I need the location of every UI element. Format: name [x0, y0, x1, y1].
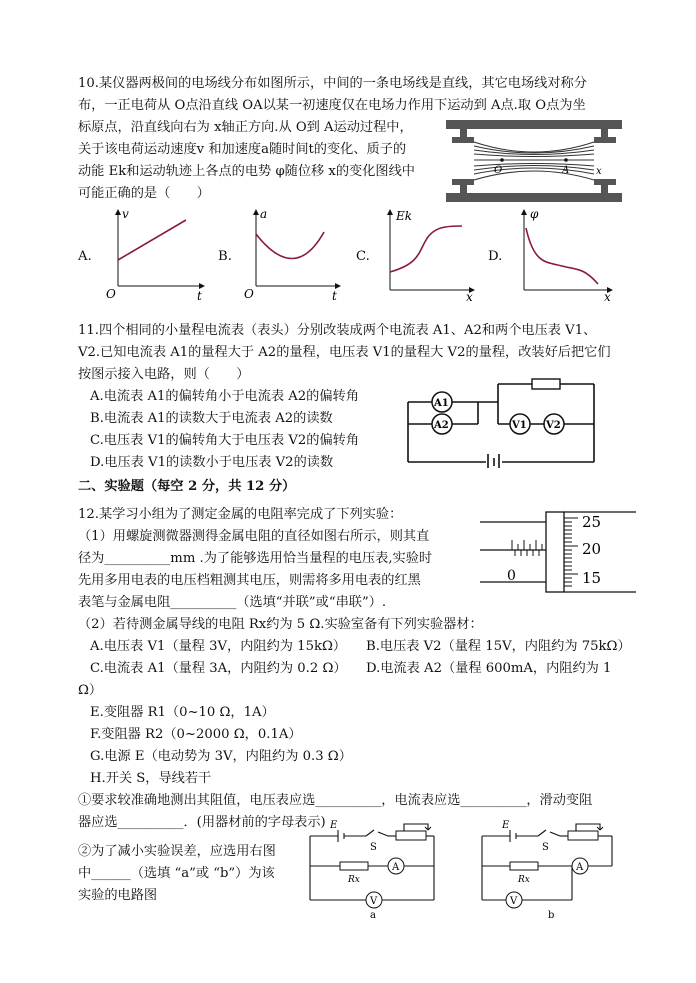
graph-option-b [240, 204, 346, 302]
label-x: x [596, 166, 602, 177]
circuit-a-S: S [370, 842, 377, 853]
q11-line-1: 11.四个相同的小量程电流表（表头）分别改装成两个电流表 A1、A2和两个电压表 V1、 [78, 323, 597, 338]
circuit-b-voltmeter: V [510, 896, 518, 907]
graph-d-ylabel: φ [530, 207, 539, 221]
q10-line-6: 可能正确的是（ ） [78, 186, 210, 201]
q12-q1-line-1: ①要求较准确地测出其阻值，电压表应选__________，电流表应选__________，滑动变阻 [78, 793, 593, 808]
q10-option-c-letter: C. [356, 249, 370, 264]
circuit-b-S: S [542, 842, 549, 853]
meter-circuit-diagram [402, 374, 600, 468]
circuit-a-E: E [330, 820, 338, 831]
circuit-a-ammeter: A [392, 862, 400, 873]
equip-d: D.电流表 A2（量程 600mA，内阻约为 1 [366, 661, 612, 676]
label-O: O [494, 165, 503, 176]
meter-v2: V2 [546, 420, 561, 431]
q10-line-2: 布，一正电荷从 O点沿直线 OA以某一初速度仅在电场力作用下运动到 A点.取 O点为坐 [78, 98, 586, 113]
q10-line-1: 10.某仪器两极间的电场线分布如图所示，中间的一条电场线是直线，其它电场线对称分 [78, 76, 587, 91]
graph-b-xlabel: t [332, 289, 337, 302]
meter-a1: A1 [434, 398, 449, 409]
graph-b-origin: O [244, 287, 254, 301]
q12-p1-line-4: 表笔与金属电阻__________（选填“并联”或“串联”）. [78, 595, 387, 610]
q11-line-3: 按图示接入电路，则（ ） [78, 367, 250, 382]
equip-f: F.变阻器 R2（0~2000 Ω，0.1A） [90, 727, 302, 742]
label-A: A [562, 165, 570, 176]
circuit-a-voltmeter: V [370, 896, 378, 907]
q10-option-b-letter: B. [218, 249, 232, 264]
circuit-diagram-a [304, 816, 454, 920]
field-line-figure [444, 118, 624, 204]
micrometer-figure [478, 508, 638, 594]
q10-line-3: 标原点，沿直线向右为 x轴正方向.从 O到 A运动过程中， [78, 120, 413, 135]
q11-option-d: D.电压表 V1的读数小于电压表 V2的读数 [90, 455, 334, 470]
meter-a2: A2 [434, 420, 449, 431]
q12-q2-line-2: 中______（选填 “a”或 “b”）为该 [78, 866, 275, 881]
micrometer-tick-15: 15 [582, 569, 602, 587]
equip-c: C.电流表 A1（量程 3A，内阻约为 0.2 Ω） [90, 661, 347, 676]
q10-line-5: 动能 Ek和运动轨迹上各点的电势 φ随位移 x的变化图线中 [78, 164, 415, 179]
micrometer-zero: 0 [507, 568, 516, 584]
equip-d-cont: Ω） [78, 683, 103, 698]
graph-c-ylabel: Ek [396, 209, 413, 223]
circuit-b-Rx: Rx [518, 875, 530, 885]
circuit-b-caption: b [548, 910, 555, 920]
graph-a-ylabel: v [122, 207, 129, 221]
graph-b-ylabel: a [260, 207, 268, 221]
micrometer-tick-25: 25 [582, 513, 602, 531]
q10-option-a-letter: A. [78, 249, 92, 264]
graph-option-c [378, 204, 478, 302]
equip-b: B.电压表 V2（量程 15V，内阻约为 75kΩ） [366, 639, 631, 654]
section-heading: 二、实验题（每空 2 分，共 12 分） [78, 479, 296, 494]
graph-option-a [100, 204, 210, 302]
q11-option-a: A.电流表 A1的偏转角小于电流表 A2的偏转角 [90, 389, 359, 404]
graph-option-d [512, 204, 616, 302]
graph-c-xlabel: x [466, 290, 473, 302]
q12-q2-line-3: 实验的电路图 [78, 888, 158, 903]
q11-option-b: B.电流表 A1的读数大于电流表 A2的读数 [90, 411, 333, 426]
q12-p1-line-3: 先用多用电表的电压档粗测其电压，则需将多用电表的红黑 [78, 573, 421, 588]
equip-e: E.变阻器 R1（0~10 Ω，1A） [90, 705, 275, 720]
q11-line-2: V2.已知电流表 A1的量程大于 A2的量程，电压表 V1的量程大 V2的量程，改装好后把它们 [78, 345, 611, 360]
q12-p2-line-1: （2）若待测金属导线的电阻 Rx约为 5 Ω.实验室备有下列实验器材： [78, 617, 483, 632]
graph-d-xlabel: x [604, 290, 611, 302]
circuit-a-Rx: Rx [348, 875, 360, 885]
circuit-diagram-b [476, 816, 626, 920]
q12-p1-line-1: （1）用螺旋测微器测得金属电阻的直径如图右所示，则其直 [78, 529, 430, 544]
equip-g: G.电源 E（电动势为 3V，内阻约为 0.3 Ω） [90, 749, 352, 764]
q10-line-4: 关于该电荷运动速度v 和加速度a随时间t的变化、质子的 [78, 142, 407, 157]
graph-a-origin: O [106, 287, 116, 301]
q11-option-c: C.电压表 V1的偏转角大于电压表 V2的偏转角 [90, 433, 360, 448]
equip-a: A.电压表 V1（量程 3V，内阻约为 15kΩ） [90, 639, 347, 654]
q12-q1-line-2: 器应选__________．(用器材前的字母表示) [78, 815, 326, 830]
circuit-b-E: E [502, 820, 510, 831]
q12-intro: 12.某学习小组为了测定金属的电阻率完成了下列实验： [78, 507, 403, 522]
q12-p1-line-2: 径为__________mm .为了能够选用恰当量程的电压表,实验时 [78, 551, 433, 566]
circuit-b-ammeter: A [576, 862, 584, 873]
meter-v1: V1 [512, 420, 527, 431]
graph-a-xlabel: t [197, 289, 202, 302]
equip-h: H.开关 S，导线若干 [90, 771, 212, 786]
q12-q2-line-1: ②为了减小实验误差，应选用右图 [78, 844, 276, 859]
micrometer-tick-20: 20 [582, 540, 602, 558]
circuit-a-caption: a [370, 910, 376, 920]
q10-option-d-letter: D. [488, 249, 503, 264]
